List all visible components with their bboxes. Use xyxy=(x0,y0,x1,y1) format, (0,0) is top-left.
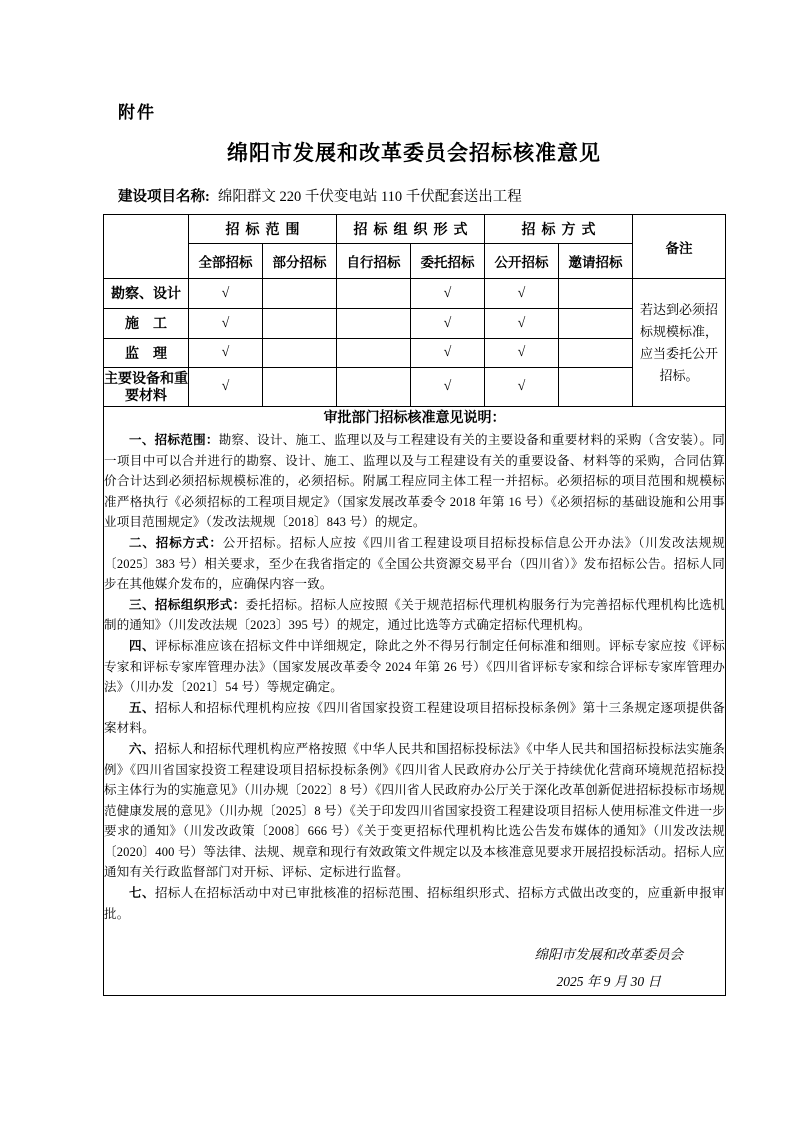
row-label: 监 理 xyxy=(104,339,189,368)
col-header-open-tender: 公开招标 xyxy=(485,244,559,279)
paragraph-text: 公开招标。招标人应按《四川省工程建设项目招标投标信息公开办法》（川发改法规规〔2025〕383 号）相关要求，至少在我省指定的《全国公共资源交易平台（四川省）》发布招标公告。招标人同步在其他媒介发布的，应确保内容一致。 xyxy=(104,535,725,592)
opinion-paragraph-5 xyxy=(104,698,725,739)
project-name-value: 绵阳群文 220 千伏变电站 110 千伏配套送出工程 xyxy=(217,189,522,205)
opinion-paragraph-2 xyxy=(104,533,725,595)
check-cell: √ xyxy=(411,368,485,407)
row-label: 主要设备和重要材料 xyxy=(104,368,189,407)
check-cell: √ xyxy=(411,279,485,309)
paragraph-lead: 七、 xyxy=(129,886,155,901)
opinion-paragraph-6 xyxy=(104,739,725,883)
opinion-row xyxy=(104,407,726,996)
col-header-remark: 备注 xyxy=(633,215,726,279)
row-label: 勘察、设计 xyxy=(104,279,189,309)
check-cell xyxy=(559,279,633,309)
col-header-invited-tender: 邀请招标 xyxy=(559,244,633,279)
check-cell xyxy=(263,368,337,407)
project-name-label: 建设项目名称: xyxy=(118,189,210,205)
paragraph-text: 招标人和招标代理机构应严格按照《中华人民共和国招标投标法》《中华人民共和国招标投标法实施条例》《四川省国家投资工程建设项目招标投标条例》《四川省人民政府办公厅关于持续优化营商环境规范招标投标主体行为的实施意见》（川办规〔2022〕8 号）《四川省人民政府办公厅关于深化改革创新促进招标投标市场规范健康发展的意见》（川办规〔2025〕8 号）《关于印发四川省国家投资工程建设项目招标人使用标准文件进一步要求的通知》（川发改政策〔2008〕666 号）《关于变更招标代理机构比选公告发布媒体的通知》（川发改法规〔2020〕400 号）等法律、法规、规章和现行有效政策文件规定以及本核准意见要求开展招投标活动。招标人应通知有关行政监督部门对开标、评标、定标进行监督。 xyxy=(104,741,725,880)
signature-date: 2025 年 9 月 30 日 xyxy=(556,974,662,990)
table-row-equipment-materials xyxy=(104,368,726,407)
opinion-heading: 审批部门招标核准意见说明： xyxy=(323,411,506,426)
check-cell xyxy=(337,339,411,368)
paragraph-text: 招标人和招标代理机构应按《四川省国家投资工程建设项目招标投标条例》第十三条规定逐项提供备案材料。 xyxy=(104,700,725,736)
check-cell xyxy=(559,368,633,407)
opinion-paragraph-1 xyxy=(104,430,725,533)
table-header-sub-row xyxy=(104,244,726,279)
check-cell: √ xyxy=(485,309,559,339)
opinion-paragraph-4 xyxy=(104,636,725,698)
paragraph-lead: 五、 xyxy=(129,700,155,715)
check-cell xyxy=(559,339,633,368)
check-cell: √ xyxy=(411,339,485,368)
document-page xyxy=(103,98,725,996)
paragraph-lead: 三、招标组织形式： xyxy=(129,597,246,612)
page-title: 绵阳市发展和改革委员会招标核准意见 xyxy=(227,141,601,165)
col-header-partial-tender: 部分招标 xyxy=(263,244,337,279)
check-cell: √ xyxy=(485,279,559,309)
col-header-entrusted-tender: 委托招标 xyxy=(411,244,485,279)
paragraph-lead: 六、 xyxy=(129,741,155,756)
check-cell xyxy=(337,368,411,407)
paragraph-lead: 二、招标方式： xyxy=(129,535,223,550)
col-group-method: 招标方式 xyxy=(485,215,633,244)
check-cell: √ xyxy=(485,368,559,407)
paragraph-lead: 一、招标范围： xyxy=(129,433,219,447)
check-cell xyxy=(337,309,411,339)
check-cell xyxy=(263,339,337,368)
paragraph-lead: 四、 xyxy=(129,638,155,653)
attachment-label: 附件 xyxy=(118,103,156,122)
table-row-construction xyxy=(104,309,726,339)
paragraph-text: 评标标准应该在招标文件中详细规定，除此之外不得另行制定任何标准和细则。评标专家应按《评标专家和评标专家库管理办法》（国家发展改革委令 2024 年第 26 号）《四川省评标专家和综合评标专家库管理办法》（川办发〔2021〕54 号）等规定确定。 xyxy=(104,638,725,695)
paragraph-text: 招标人在招标活动中对已审批核准的招标范围、招标组织形式、招标方式做出改变的，应重新申报审批。 xyxy=(104,886,725,921)
table-row-survey-design xyxy=(104,279,726,309)
check-cell: √ xyxy=(189,279,263,309)
remark-cell: 若达到必须招标规模标准，应当委托公开招标。 xyxy=(633,279,726,407)
opinion-cell xyxy=(104,407,726,996)
paragraph-text: 勘察、设计、施工、监理以及与工程建设有关的主要设备和重要材料的采购（含安装）。同一项目中可以合并进行的勘察、设计、施工、监理以及与工程建设有关的重要设备、材料等的采购，合同估算价合计达到必须招标规模标准的，必须招标。附属工程应同主体工程一并招标。必须招标的项目范围和规模标准严格执行《必须招标的工程项目规定》（国家发展改革委令 2018 年第 16 号）《必须招标的基础设施和公用事业项目范围规定》（发改法规规〔2018〕843 号）的规定。 xyxy=(104,433,725,530)
check-cell: √ xyxy=(485,339,559,368)
project-name-line xyxy=(118,185,725,206)
table-row-supervision xyxy=(104,339,726,368)
table-header-group-row xyxy=(104,215,726,244)
col-group-scope: 招标范围 xyxy=(189,215,337,244)
check-cell xyxy=(263,279,337,309)
opinion-paragraph-3 xyxy=(104,595,725,636)
check-cell: √ xyxy=(189,368,263,407)
check-cell xyxy=(559,309,633,339)
signature-block xyxy=(535,941,684,995)
col-header-self-tender: 自行招标 xyxy=(337,244,411,279)
check-cell: √ xyxy=(411,309,485,339)
check-cell xyxy=(263,309,337,339)
paragraph-text: 委托招标。招标人应按照《关于规范招标代理机构服务行为完善招标代理机构比选机制的通知》（川发改法规〔2023〕395 号）的规定，通过比选等方式确定招标代理机构。 xyxy=(104,597,725,633)
opinion-paragraph-7 xyxy=(104,883,725,924)
col-header-full-tender: 全部招标 xyxy=(189,244,263,279)
row-label: 施 工 xyxy=(104,309,189,339)
check-cell: √ xyxy=(189,309,263,339)
approval-table xyxy=(103,214,726,996)
col-group-organization: 招标组织形式 xyxy=(337,215,485,244)
check-cell: √ xyxy=(189,339,263,368)
corner-cell xyxy=(104,215,189,279)
check-cell xyxy=(337,279,411,309)
signature-authority: 绵阳市发展和改革委员会 xyxy=(534,947,683,963)
